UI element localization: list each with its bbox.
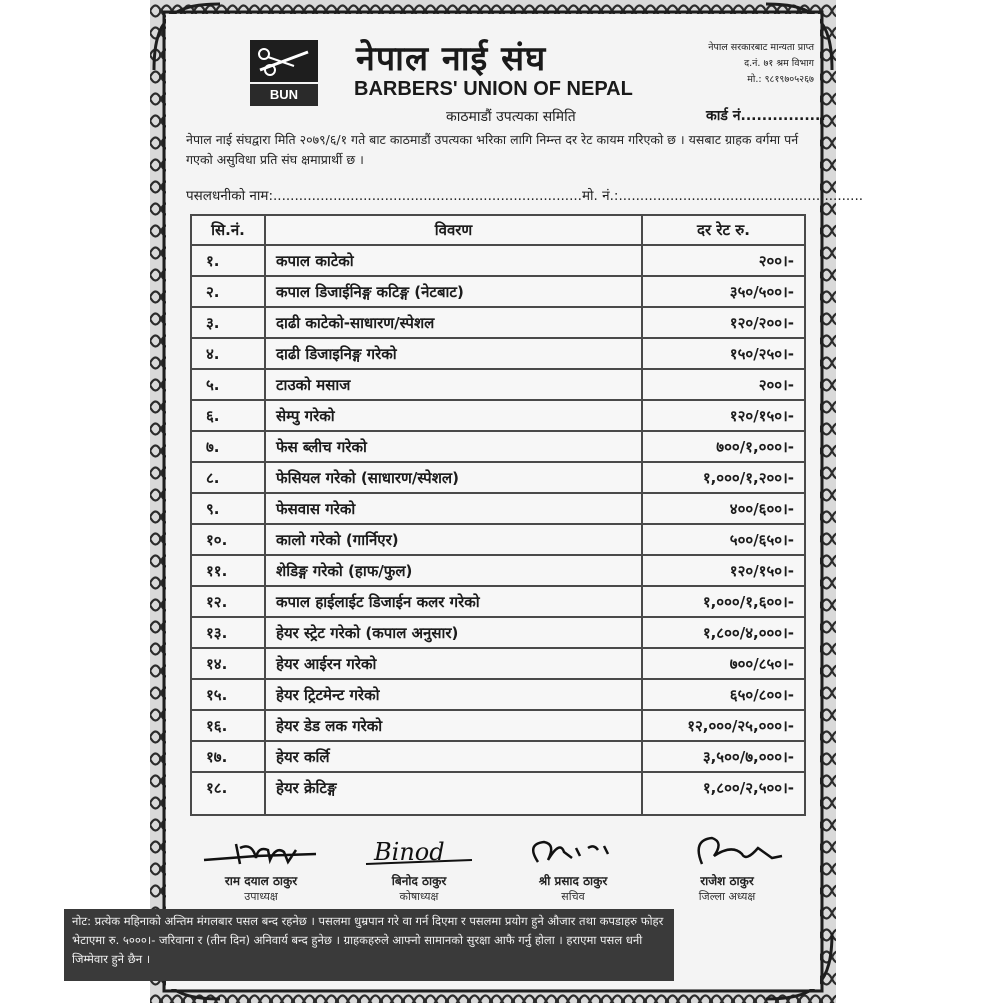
table-row bbox=[191, 555, 805, 586]
signature-block bbox=[652, 834, 802, 904]
cell-rate: १,८००/४,०००।- bbox=[642, 617, 805, 648]
rate-table-body bbox=[191, 245, 805, 815]
table-row bbox=[191, 307, 805, 338]
table-row bbox=[191, 493, 805, 524]
cell-sn: १८. bbox=[191, 772, 265, 815]
cell-sn: ५. bbox=[191, 369, 265, 400]
table-row bbox=[191, 338, 805, 369]
cell-rate: १२०/१५०।- bbox=[642, 400, 805, 431]
cell-description: कालो गरेको (गार्निएर) bbox=[265, 524, 642, 555]
cell-sn: २. bbox=[191, 276, 265, 307]
cell-rate: ३,५००/७,०००।- bbox=[642, 741, 805, 772]
table-row bbox=[191, 400, 805, 431]
signatory-role: सचिव bbox=[561, 890, 585, 903]
scissors-razor-icon bbox=[250, 40, 318, 82]
cell-rate: ४००/६००।- bbox=[642, 493, 805, 524]
col-header-rate: दर रेट रु. bbox=[642, 215, 805, 245]
cell-sn: १५. bbox=[191, 679, 265, 710]
title-nepali: नेपाल नाई संघ bbox=[356, 39, 547, 79]
signature-block bbox=[186, 834, 336, 904]
cell-sn: ११. bbox=[191, 555, 265, 586]
cell-description: टाउको मसाज bbox=[265, 369, 642, 400]
cell-description: शेडिङ्ग गरेको (हाफ/फुल) bbox=[265, 555, 642, 586]
cell-description: फेसवास गरेको bbox=[265, 493, 642, 524]
table-row bbox=[191, 741, 805, 772]
signatory-role: कोषाध्यक्ष bbox=[399, 890, 439, 903]
cell-sn: १७. bbox=[191, 741, 265, 772]
table-row bbox=[191, 245, 805, 276]
cell-description: कपाल काटेको bbox=[265, 245, 642, 276]
cell-rate: १२०/१५०।- bbox=[642, 555, 805, 586]
content-area bbox=[166, 14, 864, 989]
signature-block bbox=[498, 834, 648, 904]
rate-table bbox=[190, 214, 806, 816]
cell-sn: १०. bbox=[191, 524, 265, 555]
logo-text: BUN bbox=[250, 84, 318, 106]
cell-description: हेयर आईरन गरेको bbox=[265, 648, 642, 679]
cell-description: हेयर कर्लि bbox=[265, 741, 642, 772]
cell-description: हेयर ट्रिटमेन्ट गरेको bbox=[265, 679, 642, 710]
cell-description: फेसियल गरेको (साधारण/स्पेशल) bbox=[265, 462, 642, 493]
cell-rate: १५०/२५०।- bbox=[642, 338, 805, 369]
table-row bbox=[191, 586, 805, 617]
cell-sn: ३. bbox=[191, 307, 265, 338]
svg-text:Binod: Binod bbox=[374, 838, 445, 866]
cell-description: कपाल डिजाईनिङ्ग कटिङ्ग (नेटबाट) bbox=[265, 276, 642, 307]
table-row bbox=[191, 524, 805, 555]
cell-rate: ७००/८५०।- bbox=[642, 648, 805, 679]
signature-mark bbox=[196, 834, 326, 870]
signatory-role: उपाध्यक्ष bbox=[244, 890, 278, 903]
table-row bbox=[191, 772, 805, 815]
cell-description: हेयर क्रेटिङ्ग bbox=[265, 772, 642, 815]
cell-rate: ६५०/८००।- bbox=[642, 679, 805, 710]
table-row bbox=[191, 617, 805, 648]
signature-mark bbox=[354, 834, 484, 870]
cell-sn: ४. bbox=[191, 338, 265, 369]
table-header-row bbox=[191, 215, 805, 245]
owner-name-line: पसलधनीको नाम:........................................................................मो. नं.:......................................................... bbox=[186, 188, 864, 204]
cell-rate: २००।- bbox=[642, 245, 805, 276]
rate-card-sheet bbox=[150, 0, 864, 1003]
cell-sn: १२. bbox=[191, 586, 265, 617]
cell-description: सेम्पु गरेको bbox=[265, 400, 642, 431]
cell-description: दाढी डिजाइनिङ्ग गरेको bbox=[265, 338, 642, 369]
signatory-name: राजेश ठाकुर bbox=[700, 874, 754, 888]
table-row bbox=[191, 648, 805, 679]
signatory-name: बिनोद ठाकुर bbox=[391, 874, 447, 888]
cell-rate: ७००/१,०००।- bbox=[642, 431, 805, 462]
signatory-name: श्री प्रसाद ठाकुर bbox=[538, 874, 608, 888]
cell-description: फेस ब्लीच गरेको bbox=[265, 431, 642, 462]
signature-mark bbox=[508, 834, 638, 870]
cell-description: दाढी काटेको-साधारण/स्पेशल bbox=[265, 307, 642, 338]
bun-logo bbox=[250, 40, 318, 106]
cell-description: कपाल हाईलाईट डिजाईन कलर गरेको bbox=[265, 586, 642, 617]
cell-sn: ७. bbox=[191, 431, 265, 462]
cell-rate: १,८००/२,५००।- bbox=[642, 772, 805, 815]
table-row bbox=[191, 431, 805, 462]
cell-sn: १६. bbox=[191, 710, 265, 741]
registration-info bbox=[664, 40, 814, 88]
cell-description: हेयर डेड लक गरेको bbox=[265, 710, 642, 741]
col-header-desc: विवरण bbox=[265, 215, 642, 245]
reg-line: मो.: ९८१९७०५२६७ bbox=[747, 74, 814, 85]
table-row bbox=[191, 710, 805, 741]
intro-paragraph: नेपाल नाई संघद्वारा मिति २०७९/६/१ गते बाट काठमाडौं उपत्यका भरिका लागि निम्न्त दर रेट कायम गरिएको छ । यसबाट ग्राहक वर्गमा पर्न गएको असुविधा प्रति संघ क्षमाप्रार्थी छ । bbox=[186, 132, 799, 167]
signatory-role: जिल्ला अध्यक्ष bbox=[698, 890, 756, 903]
signatory-name: राम दयाल ठाकुर bbox=[224, 874, 298, 888]
reg-line: द.नं. ७१ श्रम विभाग bbox=[744, 58, 814, 69]
table-row bbox=[191, 369, 805, 400]
signature-block bbox=[344, 834, 494, 904]
cell-rate: २००।- bbox=[642, 369, 805, 400]
cell-rate: ५००/६५०।- bbox=[642, 524, 805, 555]
signature-mark bbox=[662, 834, 792, 870]
cell-description: हेयर स्ट्रेट गरेको (कपाल अनुसार) bbox=[265, 617, 642, 648]
cell-sn: १४. bbox=[191, 648, 265, 679]
cell-sn: ८. bbox=[191, 462, 265, 493]
cell-sn: १३. bbox=[191, 617, 265, 648]
cell-sn: ६. bbox=[191, 400, 265, 431]
cell-rate: १,०००/१,२००।- bbox=[642, 462, 805, 493]
table-row bbox=[191, 679, 805, 710]
cell-rate: १,०००/१,६००।- bbox=[642, 586, 805, 617]
cell-sn: १. bbox=[191, 245, 265, 276]
cell-rate: १२०/२००।- bbox=[642, 307, 805, 338]
cell-sn: ९. bbox=[191, 493, 265, 524]
committee-name: काठमाडौं उपत्यका समिति bbox=[446, 109, 576, 125]
cell-rate: १२,०००/२५,०००।- bbox=[642, 710, 805, 741]
table-row bbox=[191, 276, 805, 307]
card-number: कार्ड नं................ bbox=[706, 108, 826, 124]
reg-line: नेपाल सरकारबाट मान्यता प्राप्त bbox=[708, 42, 814, 53]
note-box: नोट: प्रत्येक महिनाको अन्तिम मंगलबार पसल बन्द रहनेछ । पसलमा धुम्रपान गरे वा गर्न दिएमा र पसलमा प्रयोग हुने औजार तथा कपडाहरु फोहर भेटाएमा रु. ५०००।- जरिवाना र (तीन दिन) अनिवार्य बन्द हुनेछ । ग्राहकहरुले आफ्नो सामानको सुरक्षा आफै गर्नु होला । हराएमा पसल धनी जिम्मेवार हुने छैन । bbox=[64, 909, 674, 981]
title-english: BARBERS' UNION OF NEPAL bbox=[354, 78, 633, 100]
cell-rate: ३५०/५००।- bbox=[642, 276, 805, 307]
table-row bbox=[191, 462, 805, 493]
col-header-sn: सि.नं. bbox=[191, 215, 265, 245]
